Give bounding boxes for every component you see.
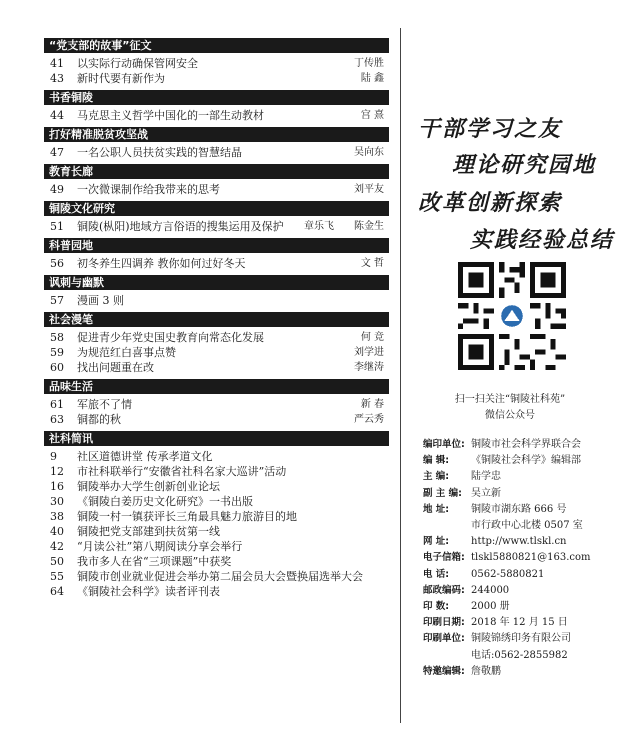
article-author: 丁传胜 [354, 58, 384, 69]
toc-entry[interactable] [44, 524, 389, 539]
article-title: 新时代要有新作为 [77, 72, 165, 85]
toc-entry[interactable] [44, 293, 389, 308]
page-number: 59 [50, 346, 64, 359]
info-row [423, 502, 617, 518]
info-label: 副 主 编: [423, 487, 462, 499]
article-author: 陆 鑫 [360, 73, 384, 84]
toc-entry[interactable] [44, 182, 389, 197]
info-row [423, 550, 617, 566]
article-title: 《铜陵社会科学》读者评刊表 [77, 585, 220, 598]
article-author: 李继涛 [354, 362, 384, 373]
toc-section [44, 431, 389, 599]
section-header: 品味生活 [44, 379, 389, 394]
article-title: 铜陵(枞阳)地域方言俗语的搜集运用及保护 [77, 220, 284, 233]
section-header: 打好精准脱贫攻坚战 [44, 127, 389, 142]
toc-entry[interactable] [44, 569, 389, 584]
article-author: 刘学进 [354, 347, 384, 358]
article-title: 马克思主义哲学中国化的一部生动教材 [77, 109, 264, 122]
section-header: 社科简讯 [44, 431, 389, 446]
info-value: 2018 年 12 月 15 日 [471, 617, 568, 629]
page-number: 56 [50, 257, 64, 270]
page-number: 63 [50, 413, 64, 426]
article-title: 铜陵举办大学生创新创业论坛 [77, 480, 220, 493]
table-of-contents [44, 38, 389, 603]
info-label: 特邀编辑: [423, 665, 465, 677]
toc-entry[interactable] [44, 219, 389, 234]
info-label: 邮政编码: [423, 584, 465, 596]
toc-entry[interactable] [44, 494, 389, 509]
info-label: 主 编: [423, 471, 450, 483]
info-value: 铜陵市湖东路 666 号 [471, 503, 567, 515]
info-value: 陆学忠 [471, 471, 501, 483]
article-title: 以实际行动确保管网安全 [77, 57, 198, 70]
article-title: 一名公职人员扶贫实践的智慧结晶 [77, 146, 242, 159]
page-number: 16 [50, 480, 64, 493]
qr-caption-line-1: 扫一扫关注“铜陵社科苑” [454, 394, 566, 405]
page-number: 30 [50, 495, 64, 508]
info-value: 0562-5880821 [471, 568, 545, 580]
article-author: 陈金生 [354, 221, 384, 232]
info-value: 铜陵锦绣印务有限公司 [471, 633, 571, 645]
info-value: 2000 册 [471, 601, 510, 613]
section-header: 讽刺与幽默 [44, 275, 389, 290]
toc-entry[interactable] [44, 145, 389, 160]
page-number: 40 [50, 525, 64, 538]
article-author: 文 哲 [360, 258, 384, 269]
toc-entry[interactable] [44, 584, 389, 599]
toc-entry[interactable] [44, 509, 389, 524]
article-title: 《铜陵白姜历史文化研究》一书出版 [77, 495, 253, 508]
toc-section [44, 164, 389, 197]
info-row [423, 664, 617, 680]
toc-entry[interactable] [44, 464, 389, 479]
toc-section [44, 238, 389, 271]
article-title: 社区道德讲堂 传承孝道文化 [77, 450, 213, 463]
page-number: 64 [50, 585, 64, 598]
section-header: 社会漫笔 [44, 312, 389, 327]
info-label: 编印单位: [423, 439, 465, 450]
article-author: 何 竞 [360, 332, 384, 343]
info-row [423, 599, 617, 615]
article-author: 吴向东 [354, 147, 384, 158]
toc-entry[interactable] [44, 554, 389, 569]
article-title: 军旅不了情 [77, 398, 132, 411]
wechat-qr-code[interactable] [458, 262, 566, 370]
info-row [423, 534, 617, 550]
article-title: 我市多人在省“三项课题”中获奖 [77, 555, 232, 568]
publication-info [423, 437, 617, 680]
info-label: 电子信箱: [423, 552, 465, 564]
toc-entry[interactable] [44, 256, 389, 271]
info-value: 《铜陵社会科学》编辑部 [471, 455, 581, 467]
page-number: 51 [50, 220, 64, 233]
info-row [423, 631, 617, 647]
info-row [423, 453, 617, 469]
toc-section [44, 127, 389, 160]
toc-section [44, 201, 389, 234]
page-number: 60 [50, 361, 64, 374]
toc-entry[interactable] [44, 330, 389, 345]
column-divider [400, 28, 401, 723]
article-title: 找出问题重在改 [77, 361, 154, 374]
page-number: 58 [50, 331, 64, 344]
page-number: 43 [50, 72, 64, 85]
article-title: 一次微课制作给我带来的思考 [77, 183, 220, 196]
info-value: 铜陵市社会科学界联合会 [471, 439, 581, 450]
toc-section [44, 90, 389, 123]
info-row [423, 486, 617, 502]
article-author: 新 春 [360, 399, 384, 410]
article-title: 初冬养生四调养 教你如何过好冬天 [77, 257, 246, 270]
info-row [423, 469, 617, 485]
info-value: 吴立新 [471, 487, 501, 499]
slogan-line-1: 干部学习之友 [418, 116, 563, 142]
section-header: 铜陵文化研究 [44, 201, 389, 216]
info-value: http://www.tlskl.cn [471, 536, 567, 548]
info-row [423, 518, 617, 534]
toc-entry[interactable] [44, 345, 389, 360]
slogan-line-2: 理论研究园地 [452, 152, 597, 178]
article-author: 宫 熹 [360, 110, 384, 121]
article-title: 促进青少年党史国史教育向常态化发展 [77, 331, 264, 344]
page-number: 61 [50, 398, 64, 411]
page-number: 41 [50, 57, 64, 70]
toc-entry[interactable] [44, 71, 389, 86]
section-header: 教育长廊 [44, 164, 389, 179]
page-number: 47 [50, 146, 64, 159]
toc-entry[interactable] [44, 449, 389, 464]
info-row [423, 615, 617, 631]
toc-entry[interactable] [44, 412, 389, 427]
info-value: 詹敬鹏 [471, 665, 501, 677]
article-author: 章乐飞 [304, 221, 334, 232]
article-title: 铜陵把党支部建到扶贫第一线 [77, 525, 220, 538]
toc-entry[interactable] [44, 108, 389, 123]
toc-entry[interactable] [44, 397, 389, 412]
article-title: 为规范红白喜事点赞 [77, 346, 176, 359]
info-label: 印刷日期: [423, 617, 465, 629]
info-label: 网 址: [423, 536, 450, 548]
article-title: “月读公社”第八期阅读分享会举行 [77, 540, 243, 553]
article-title: 铜都的秋 [77, 413, 121, 426]
info-label: 电 话: [423, 568, 450, 580]
section-header: “党支部的故事”征文 [44, 38, 389, 53]
toc-entry[interactable] [44, 539, 389, 554]
section-header: 科普园地 [44, 238, 389, 253]
qr-caption-line-2: 微信公众号 [485, 410, 535, 421]
slogan-line-3: 改革创新探索 [418, 190, 563, 216]
info-value: 244000 [471, 584, 510, 596]
article-title: 铜陵一村一镇获评长三角最具魅力旅游目的地 [77, 510, 297, 523]
article-title: 市社科联举行“安徽省社科名家大巡讲”活动 [77, 465, 287, 478]
article-title: 漫画 3 则 [77, 294, 124, 307]
info-value: 电话:0562-2855982 [471, 649, 568, 661]
toc-section [44, 38, 389, 86]
info-row [423, 648, 617, 664]
page-number: 50 [50, 555, 64, 568]
page-number: 12 [50, 465, 64, 478]
info-label: 印刷单位: [423, 633, 465, 645]
info-value: 市行政中心北楼 0507 室 [471, 520, 583, 532]
slogan-line-4: 实践经验总结 [470, 227, 615, 253]
info-value: tlskl5880821@163.com [471, 552, 591, 564]
toc-section [44, 275, 389, 308]
info-row [423, 567, 617, 583]
page-number: 55 [50, 570, 64, 583]
toc-entry[interactable] [44, 479, 389, 494]
article-author: 严云秀 [354, 414, 384, 425]
toc-entry[interactable] [44, 360, 389, 375]
page-number: 38 [50, 510, 64, 523]
page-number: 44 [50, 109, 64, 122]
info-label: 编 辑: [423, 455, 450, 467]
toc-section [44, 312, 389, 375]
info-row [423, 437, 617, 453]
info-label: 印 数: [423, 601, 450, 613]
article-author: 刘平友 [354, 184, 384, 195]
info-label: 地 址: [423, 503, 450, 515]
info-row [423, 583, 617, 599]
article-title: 铜陵市创业就业促进会举办第二届会员大会暨换届选举大会 [77, 570, 363, 583]
page-number: 9 [50, 450, 57, 463]
page-number: 42 [50, 540, 64, 553]
toc-entry[interactable] [44, 56, 389, 71]
section-header: 书香铜陵 [44, 90, 389, 105]
page-number: 57 [50, 294, 64, 307]
page-number: 49 [50, 183, 64, 196]
toc-section [44, 379, 389, 427]
